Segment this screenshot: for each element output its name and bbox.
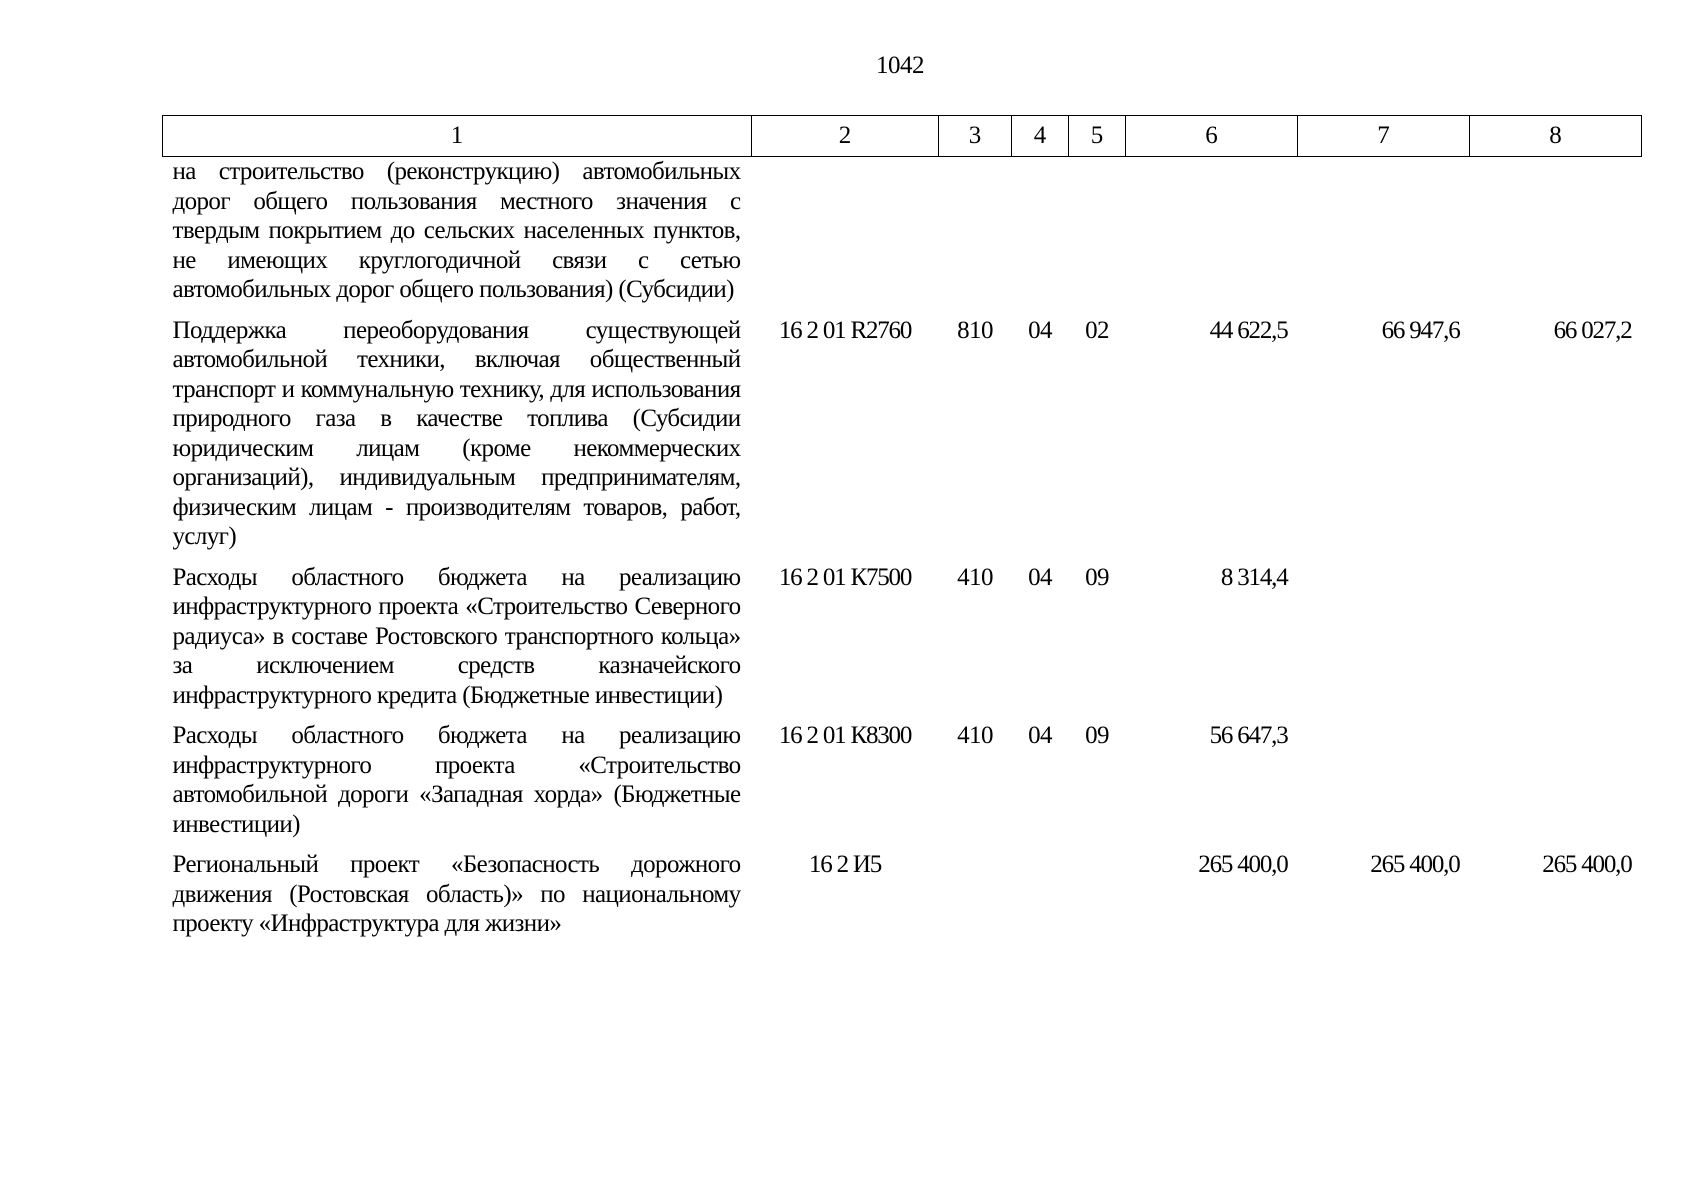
row-target-code [752, 157, 939, 316]
row-sum-year-3 [1470, 721, 1642, 850]
row-target-code: 16 2 01 К7500 [778, 563, 912, 591]
row-sum-year-2 [1298, 721, 1470, 850]
table-row [163, 563, 1642, 722]
row-expense-type: 810 [957, 316, 993, 344]
row-sum-year-1 [1126, 157, 1298, 316]
row-description: Поддержка переоборудования существующей автомобильной техники, включая общественный транспорт и коммунальную технику, для использования природного газа в качестве топлива (Субсидии юридическим лицам (кроме некоммерческих организаций), индивидуальным предпринимателям, физическим лицам - производителям товаров, работ, услуг) [172, 316, 741, 550]
row-sum-year-2: 66 947,6 [1381, 316, 1460, 344]
row-subsection [1069, 157, 1126, 316]
table-header [163, 116, 1642, 157]
row-sum-year-3 [1470, 563, 1642, 722]
header-col-3: 3 [939, 116, 1012, 157]
row-sum-year-1: 8 314,4 [1220, 563, 1288, 591]
row-subsection: 02 [1085, 316, 1109, 344]
page-number: 1042 [876, 52, 924, 79]
row-expense-type [939, 850, 1012, 950]
row-expense-type: 410 [957, 722, 993, 749]
table-body [163, 157, 1642, 950]
row-section: 04 [1028, 316, 1052, 344]
row-section [1012, 850, 1069, 950]
row-expense-type: 410 [957, 563, 993, 591]
row-expense-type [939, 157, 1012, 316]
row-sum-year-3 [1470, 157, 1642, 316]
table-row [163, 157, 1642, 316]
header-col-5: 5 [1069, 116, 1126, 157]
table-row [163, 721, 1642, 850]
row-target-code: 16 2 01 К8300 [778, 722, 912, 749]
row-target-code: 16 2 И5 [808, 851, 882, 878]
row-subsection: 09 [1085, 563, 1109, 591]
row-target-code: 16 2 01 R2760 [778, 316, 912, 344]
row-sum-year-1: 56 647,3 [1209, 722, 1288, 749]
row-sum-year-2 [1298, 157, 1470, 316]
header-col-1: 1 [163, 116, 752, 157]
row-section: 04 [1028, 563, 1052, 591]
row-description: Расходы областного бюджета на реализацию инфраструктурного проекта «Строительство Северного радиуса» в составе Ростовского транспортного кольца» за исключением средств казначейского инфраструктурного кредита (Бюджетные инвестиции) [172, 563, 741, 709]
header-col-2: 2 [752, 116, 939, 157]
table-row [163, 316, 1642, 563]
header-row [163, 116, 1642, 157]
row-section [1012, 157, 1069, 316]
row-sum-year-1: 265 400,0 [1198, 851, 1288, 878]
row-sum-year-3: 66 027,2 [1553, 316, 1632, 344]
row-section: 04 [1028, 722, 1052, 749]
row-sum-year-2 [1298, 563, 1470, 722]
budget-table [162, 115, 1642, 950]
row-description: на строительство (реконструкцию) автомобильных дорог общего пользования местного значения с твердым покрытием до сельских населенных пунктов, не имеющих круглогодичной связи с сетью автомобильных дорог общего пользования) (Субсидии) [172, 158, 741, 303]
row-subsection [1069, 850, 1126, 950]
header-col-8: 8 [1470, 116, 1642, 157]
row-description: Региональный проект «Безопасность дорожного движения (Ростовская область)» по национальному проекту «Инфраструктура для жизни» [172, 851, 741, 937]
header-col-7: 7 [1298, 116, 1470, 157]
row-sum-year-2: 265 400,0 [1370, 851, 1460, 878]
header-col-6: 6 [1126, 116, 1298, 157]
row-subsection: 09 [1085, 722, 1109, 749]
header-col-4: 4 [1012, 116, 1069, 157]
table-row [163, 850, 1642, 950]
row-sum-year-1: 44 622,5 [1209, 316, 1288, 344]
row-description: Расходы областного бюджета на реализацию инфраструктурного проекта «Строительство автомобильной дороги «Западная хорда» (Бюджетные инвестиции) [172, 722, 741, 838]
row-sum-year-3: 265 400,0 [1542, 851, 1632, 878]
